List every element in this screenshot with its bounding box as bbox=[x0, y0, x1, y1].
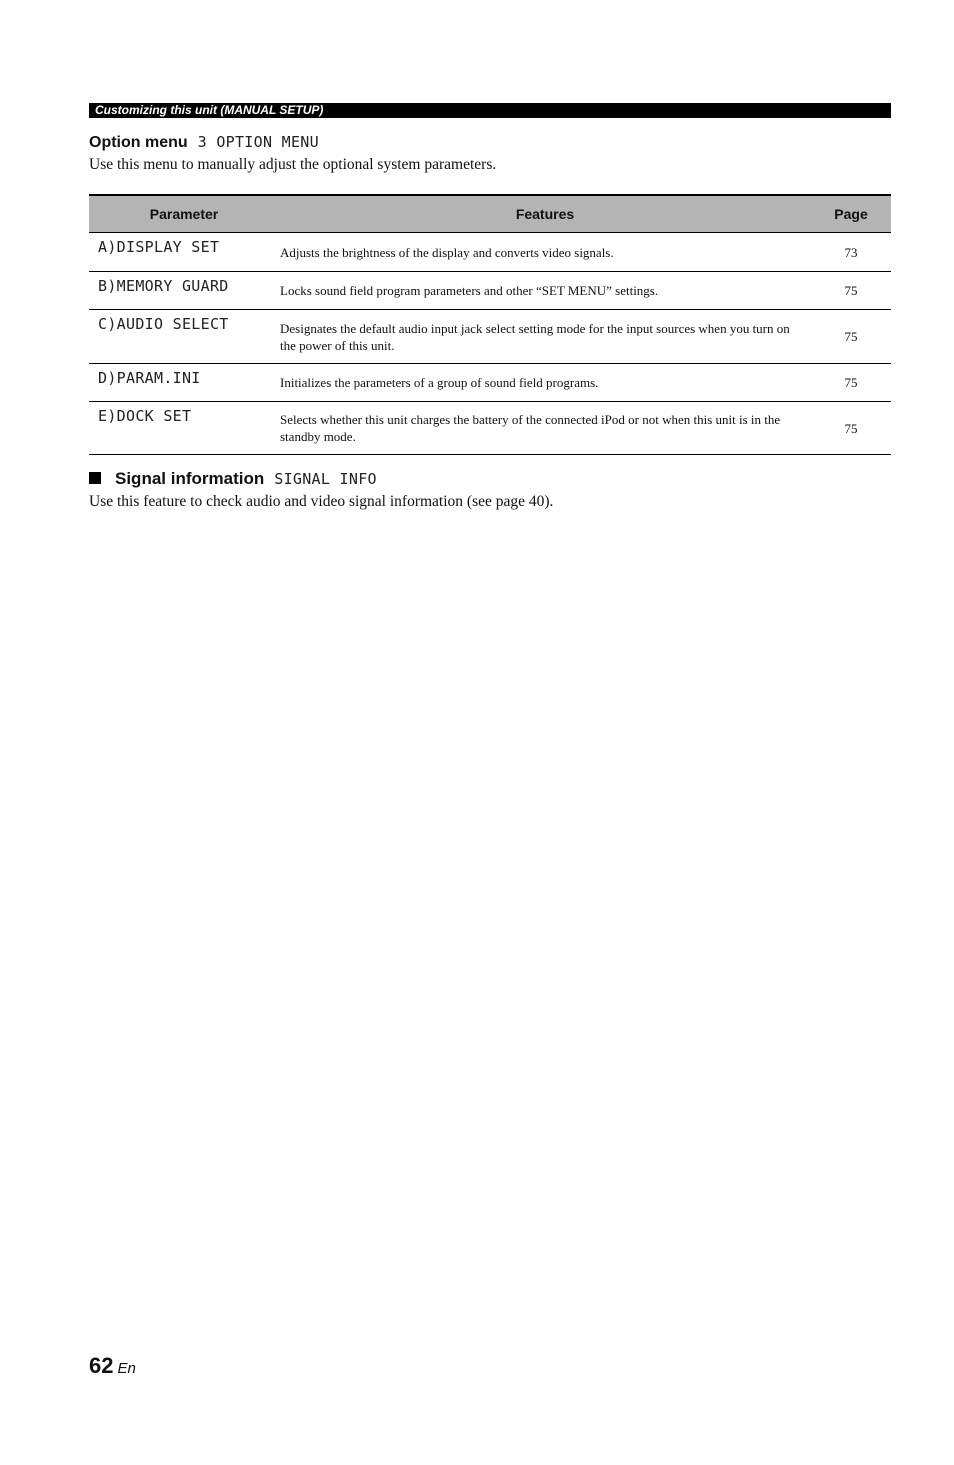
signal-information-heading bbox=[89, 468, 377, 491]
page-language: En bbox=[117, 1360, 136, 1377]
page-number: 62 bbox=[89, 1353, 114, 1378]
parameter-cell bbox=[89, 233, 279, 272]
feature-description: Designates the default audio input jack select setting mode for the input sources when you turn on the power of this unit. bbox=[279, 310, 811, 364]
page-reference: 73 bbox=[811, 233, 891, 272]
option-menu-table bbox=[89, 194, 891, 455]
table-row bbox=[89, 310, 891, 364]
signal-information-text: Use this feature to check audio and video signal information (see page 40). bbox=[89, 493, 554, 510]
table-header-row bbox=[89, 195, 891, 233]
table-row bbox=[89, 272, 891, 310]
option-menu-label: Option menu bbox=[89, 134, 188, 151]
parameter-name: E)DOCK SET bbox=[98, 407, 192, 425]
parameter-cell bbox=[89, 402, 279, 455]
signal-information-display-text: SIGNAL INFO bbox=[274, 470, 377, 488]
option-menu-heading bbox=[89, 131, 319, 154]
feature-description: Selects whether this unit charges the battery of the connected iPod or not when this unit is in the standby mode. bbox=[279, 402, 811, 455]
parameter-name: C)AUDIO SELECT bbox=[98, 315, 229, 333]
table-row bbox=[89, 402, 891, 455]
parameter-cell bbox=[89, 364, 279, 402]
option-menu-display-text: 3 OPTION MENU bbox=[197, 133, 319, 151]
feature-description: Locks sound field program parameters and other “SET MENU” settings. bbox=[279, 272, 811, 310]
square-bullet-icon bbox=[89, 472, 101, 484]
table-row bbox=[89, 364, 891, 402]
page-reference: 75 bbox=[811, 402, 891, 455]
parameter-name: B)MEMORY GUARD bbox=[98, 277, 229, 295]
page-column-header: Page bbox=[811, 195, 891, 233]
feature-description: Initializes the parameters of a group of sound field programs. bbox=[279, 364, 811, 402]
feature-description: Adjusts the brightness of the display and converts video signals. bbox=[279, 233, 811, 272]
parameter-column-header: Parameter bbox=[89, 195, 279, 233]
table-row bbox=[89, 233, 891, 272]
page-reference: 75 bbox=[811, 310, 891, 364]
page-footer bbox=[89, 1352, 136, 1383]
section-header-bar bbox=[89, 103, 891, 118]
parameter-cell bbox=[89, 272, 279, 310]
parameter-cell bbox=[89, 310, 279, 364]
parameter-name: A)DISPLAY SET bbox=[98, 238, 220, 256]
page-reference: 75 bbox=[811, 272, 891, 310]
page-reference: 75 bbox=[811, 364, 891, 402]
features-column-header: Features bbox=[279, 195, 811, 233]
signal-information-label: Signal information bbox=[115, 469, 265, 488]
section-title: Customizing this unit (MANUAL SETUP) bbox=[95, 103, 324, 117]
option-menu-intro: Use this menu to manually adjust the optional system parameters. bbox=[89, 156, 497, 173]
parameter-name: D)PARAM.INI bbox=[98, 369, 201, 387]
